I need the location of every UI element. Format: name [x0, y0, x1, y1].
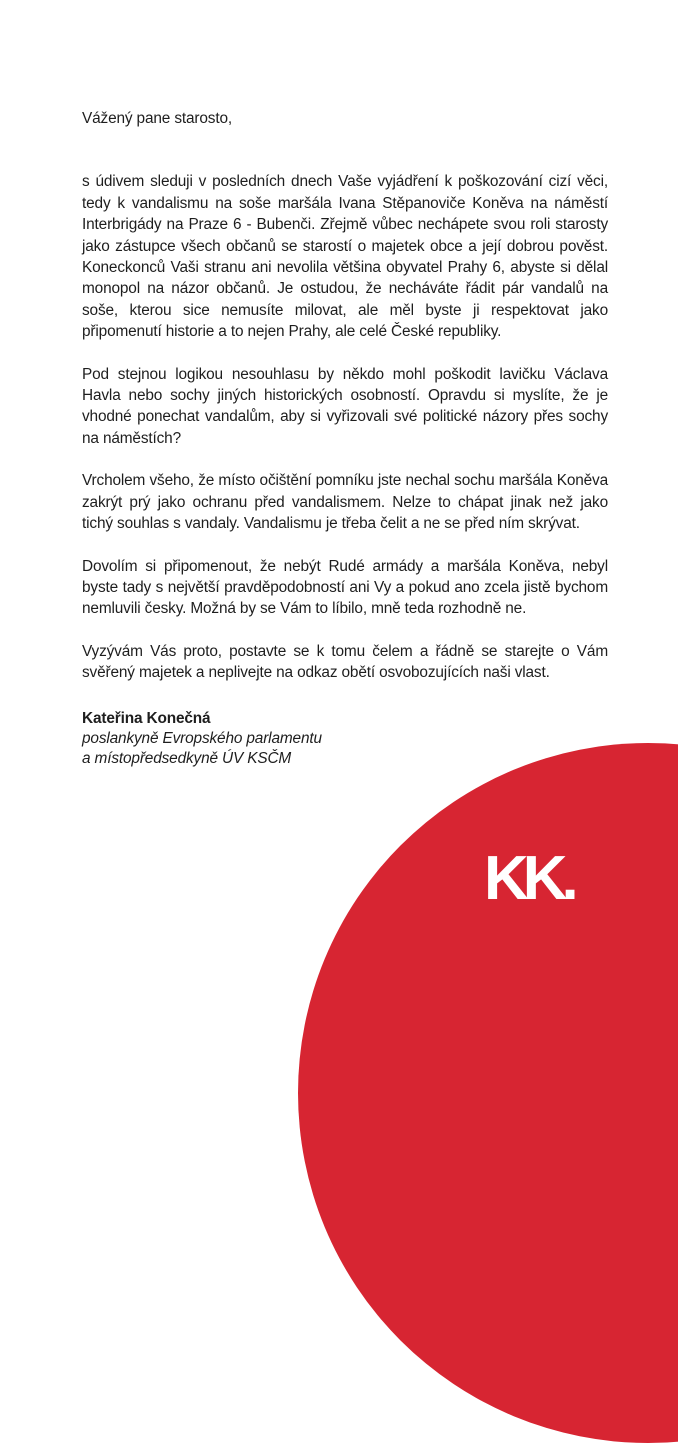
paragraph-4: Dovolím si připomenout, že nebýt Rudé armády a maršála Koněva, nebyl byste tady s největší pravděpodobností ani Vy a pokud ano zcela jistě bychom nemluvili česky. Možná by se Vám to líbilo, mně teda rozhodně ne.	[82, 557, 608, 618]
signature-block	[82, 709, 322, 769]
signer-role-line-2: a místopředsedkyně ÚV KSČM	[82, 750, 292, 767]
paragraph-5: Vyzývám Vás proto, postavte se k tomu čelem a řádně se starejte o Vám svěřený majetek a neplivejte na odkaz obětí osvobozujících naši vlast.	[82, 642, 608, 682]
kk-logo: KK.	[484, 844, 573, 913]
letter-body	[82, 108, 608, 684]
paragraph-3: Vrcholem všeho, že místo očištění pomníku jste nechal sochu maršála Koněva zakrýt prý jako ochranu před vandalismem. Nelze to chápat jinak než jako tichý souhlas s vandaly. Vandalismu je třeba čelit a ne se před ním skrývat.	[82, 472, 608, 533]
paragraph-2: Pod stejnou logikou nesouhlasu by někdo mohl poškodit lavičku Václava Havla nebo sochy jiných historických osobností. Opravdu si myslíte, že je vhodné ponechat vandalům, aby si vyřizovali své politické názory přes sochy na náměstích?	[82, 365, 608, 447]
signer-name: Kateřina Konečná	[82, 710, 211, 727]
salutation: Vážený pane starosto,	[82, 110, 232, 127]
paragraph-1: s údivem sleduji v posledních dnech Vaše vyjádření k poškozování cizí věci, tedy k vandalismu na soše maršála Ivana Stěpanoviče Koněva na náměstí Interbrigády na Praze 6 - Bubenči. Zřejmě vůbec nechápete svou roli starosty jako zástupce všech občanů se starostí o majetek obce a její dobrou pověst. Koneckonců Vaši stranu ani nevolila většina obyvatel Prahy 6, abyste si dělal monopol na názor občanů. Je ostudou, že necháváte řádit pár vandalů na soše, kterou sice nemusíte milovat, ale měl byste ji respektovat jako připomenutí historie a to nejen Prahy, ale celé České republiky.	[82, 173, 608, 341]
signer-role-line-1: poslankyně Evropského parlamentu	[82, 730, 322, 747]
